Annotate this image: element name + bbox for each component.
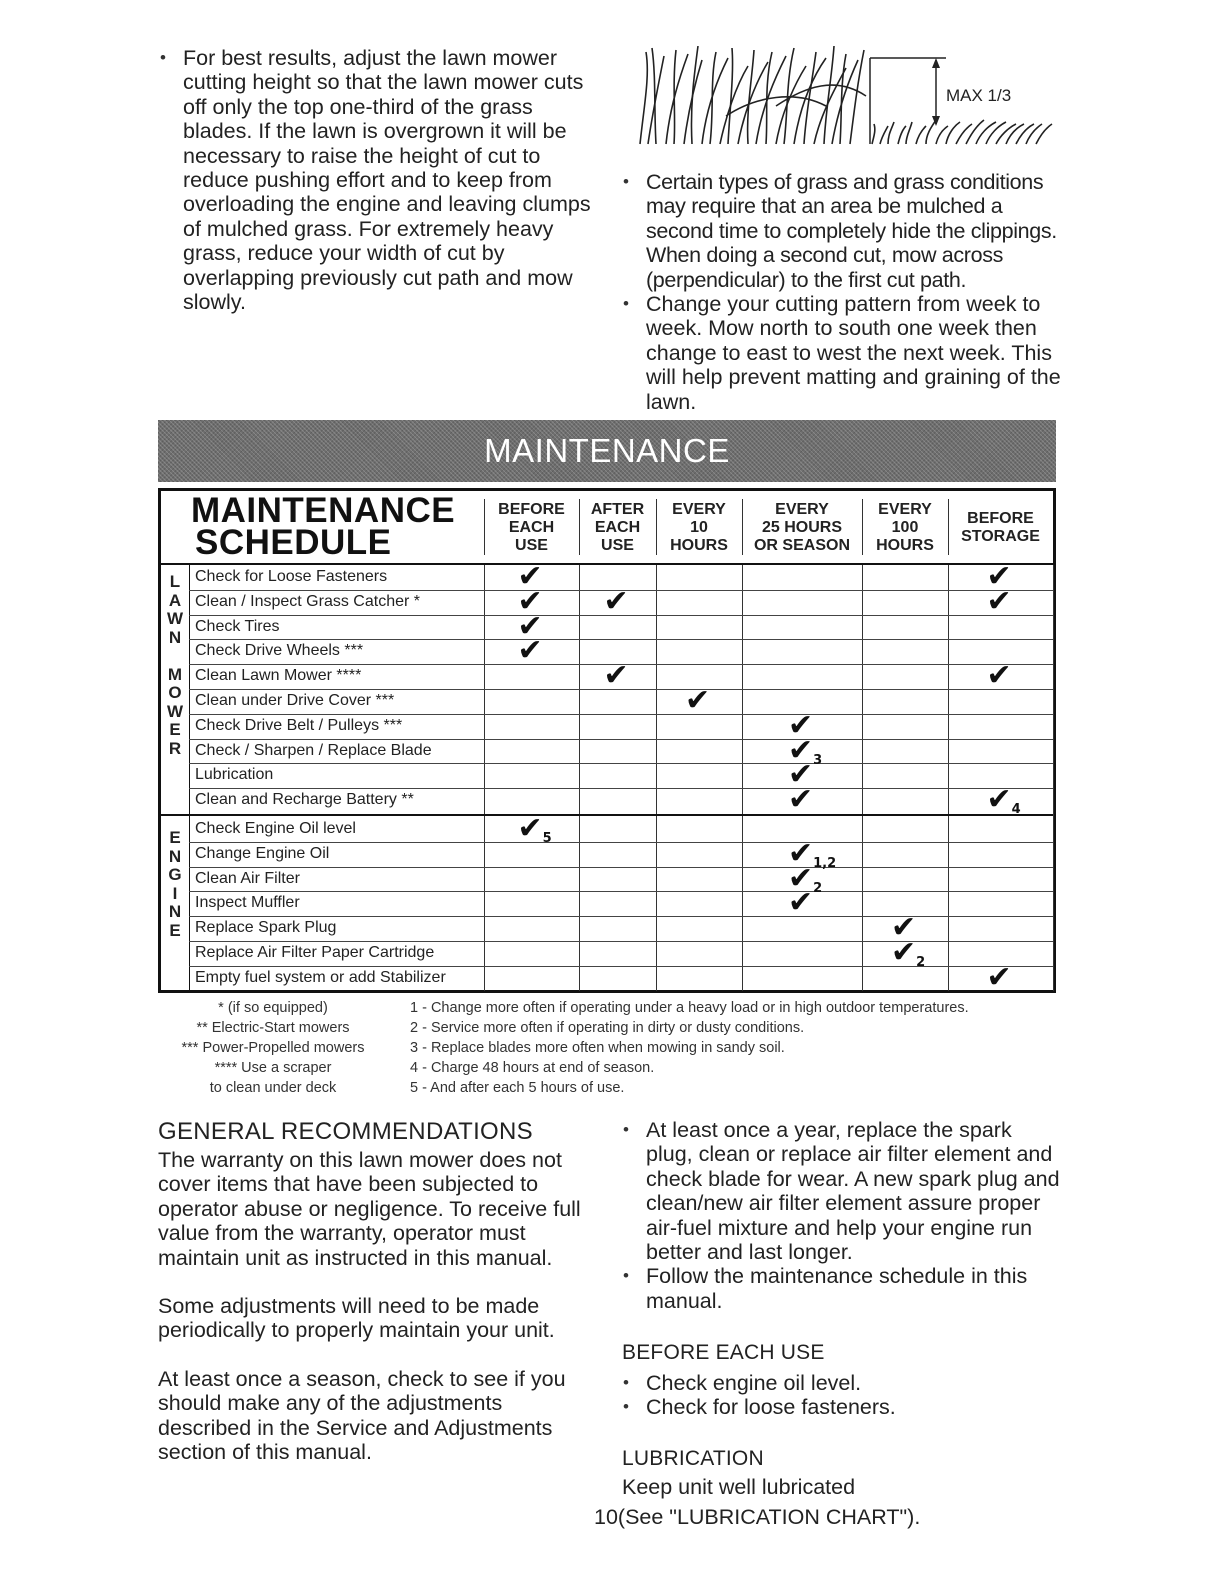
check-icon: ✔ [517,633,543,669]
check-icon: ✔ [603,583,629,619]
check-mark [986,959,1012,995]
row-label: Inspect Muffler [195,894,300,912]
footnote-numbered-row [410,998,1060,1018]
footnote-symbol-row [158,1078,388,1098]
footnote-mark: ** [196,1020,208,1036]
row-label: Clean / Inspect Grass Catcher * [195,592,420,610]
row-label: Replace Air Filter Paper Cartridge [195,944,435,961]
check-note-number: 3 [813,752,823,768]
header-divider [742,499,743,555]
footnote-symbol-row [158,998,388,1018]
category-letter: O [168,683,182,702]
footnote-text: Power-Propelled mowers [198,1040,365,1056]
column-divider [579,565,580,991]
schedule-title-line1: MAINTENANCE [191,491,456,530]
row-label: Clean Lawn Mower **** [195,667,362,685]
footnote-mark: *** [181,1040,199,1056]
column-header [862,499,948,557]
category-letter: A [168,590,182,610]
category-letter: G [168,865,182,884]
lubrication-line2: (See "LUBRICATION CHART"). [617,1505,921,1529]
section-category-letters [165,573,185,758]
column-header-label: BEFORE EACH USE [498,501,565,554]
column-divider [862,565,863,991]
category-letter: W [166,701,184,721]
check-icon: ✔ [788,732,814,768]
schedule-title [191,491,481,562]
check-mark [603,583,629,619]
maintenance-schedule-table [158,488,1056,993]
column-header-label: AFTER EACH USE [590,501,645,554]
general-paragraph: The warranty on this lawn mower does not cover items that have been subjected to operator abuse or negligence. To receive full value from the warranty, operator must maintain unit as instructed in this manual. [158,1148,581,1270]
lubrication-title: LUBRICATION [622,1447,764,1470]
footnotes-numbered [410,998,1060,1098]
footnote-text: - Charge 48 hours at end of season. [418,1060,655,1076]
check-icon: ✔ [517,559,543,594]
header-divider [656,499,657,555]
general-right-list [621,1118,1061,1313]
column-header-label: EVERY 10 HOURS [670,501,728,554]
section-separator [161,814,1053,816]
row-label: Check Drive Wheels *** [195,642,364,660]
max-height-label: MAX 1/3 [946,86,1012,105]
footnote-mark: **** [214,1060,238,1076]
column-divider [742,565,743,991]
banner-title: MAINTENANCE [484,432,730,469]
check-icon: ✔ [517,608,543,644]
general-paragraph: At least once a season, check to see if you should make any of the adjustments described in the Service and Adjustments section of this manual. [158,1366,566,1465]
check-icon: ✔ [517,583,543,619]
row-label: Check Engine Oil level [195,820,356,837]
row-label: Check Drive Belt / Pulleys *** [195,716,403,734]
check-mark [685,683,711,718]
check-icon: ✔ [788,707,814,743]
row-separator [189,763,1053,764]
footnote-text: to clean under deck [209,1080,337,1096]
row-label: Replace Spark Plug [195,919,337,937]
intro-left-list [158,46,598,314]
check-mark [517,811,552,847]
column-header [742,499,862,557]
row-label: Empty fuel system or add Stabilizer [195,968,446,986]
column-header [656,499,742,557]
check-icon: ✔ [788,782,814,818]
category-letter: I [172,883,178,903]
footnotes-symbols [158,998,388,1098]
check-icon: ✔ [986,658,1012,694]
footnote-numbered-row [410,1078,1060,1098]
header-divider [484,499,485,555]
check-icon: ✔ [986,959,1012,995]
section-category-letters [165,829,185,940]
footnote-number: 5 [410,1080,419,1096]
intro-right-bullet: • Change your cutting pattern from week to week. Mow north to south one week then change to east to west the next week. This will help prevent matting and graining of the lawn. [621,292,1061,414]
before-each-use-bullet: • Check for loose fasteners. [621,1395,1061,1419]
row-label: Check / Sharpen / Replace Blade [195,741,432,759]
footnote-text: Electric-Start mowers [207,1020,350,1036]
general-right-bullet: • At least once a year, replace the spark plug, clean or replace air filter element and check blade for wear. A new spark plug and clean/new air filter element assure proper air-fuel mixture and help your engine run better and last longer. [621,1118,1061,1264]
check-mark [891,935,926,971]
footnote-text: - Service more often if operating in dirty or dusty conditions. [418,1020,805,1036]
row-label: Check for Loose Fasteners [195,568,388,585]
footnote-text: - Replace blades more often when mowing in sandy soil. [418,1040,785,1056]
check-icon: ✔ [891,910,917,946]
check-icon: ✔ [986,782,1012,818]
category-letter: N [168,627,182,647]
before-each-use-list [621,1371,1061,1420]
footnote-number: 1 [410,1000,419,1016]
column-header-label: EVERY 100 HOURS [876,501,934,554]
footnote-text: - And after each 5 hours of use. [418,1080,625,1096]
category-letter: R [168,738,182,758]
category-letter: M [167,664,183,684]
column-header [484,499,579,557]
check-icon: ✔ [685,683,711,718]
check-icon: ✔ [788,757,814,793]
check-icon: ✔ [891,935,917,970]
column-header [948,499,1053,557]
footnote-symbol-row [158,1018,388,1038]
row-label: Clean and Recharge Battery ** [195,791,414,809]
footnote-symbol-row [158,1058,388,1078]
column-divider [948,565,949,991]
header-divider [862,499,863,555]
lubrication-line1: Keep unit well lubricated [622,1475,856,1499]
check-mark [603,658,629,694]
schedule-title-line2: SCHEDULE [195,523,392,562]
header-divider [579,499,580,555]
page-number-value: 10 [594,1505,618,1529]
general-paragraph: Some adjustments will need to be made periodically to properly maintain your unit. [158,1294,555,1343]
before-each-use-bullet: • Check engine oil level. [621,1371,1061,1395]
category-letter: N [168,902,182,921]
footnote-number: 2 [410,1020,419,1036]
footnote-numbered-row [410,1018,1060,1038]
check-mark [788,885,814,921]
footnote-number: 4 [410,1060,419,1076]
row-label: Clean under Drive Cover *** [195,692,395,709]
check-note-number: 1,2 [813,855,837,871]
intro-right-bullet: • Certain types of grass and grass conditions may require that an area be mulched a second time to completely hide the clippings. When doing a second cut, mow across (perpendicular) to the first cut path. [621,170,1061,292]
check-icon: ✔ [517,811,543,846]
column-divider [656,565,657,991]
check-icon: ✔ [788,860,814,896]
general-right-bullet: • Follow the maintenance schedule in this manual. [621,1264,1061,1313]
row-separator [189,867,1053,868]
check-icon: ✔ [788,835,814,871]
general-recommendations-title: GENERAL RECOMMENDATIONS [158,1118,533,1145]
check-note-number: 5 [542,831,552,846]
footnote-symbol-row [158,1038,388,1058]
row-label: Clean Air Filter [195,869,300,887]
intro-left-bullet: • For best results, adjust the lawn mower cutting height so that the lawn mower cuts off only the top one-third of the grass blades. If the lawn is overgrown it will be necessary to raise the height of cut to reduce pushing effort and to keep from overloading the engine and leaving clumps of mulched grass. For extremely heavy grass, reduce your width of cut by overlapping previously cut path and mow slowly. [158,46,598,314]
footnote-numbered-row [410,1058,1060,1078]
check-mark [788,782,814,818]
column-divider [484,565,485,991]
category-letter: E [169,920,181,940]
check-icon: ✔ [986,583,1012,619]
before-each-use-title: BEFORE EACH USE [622,1341,825,1364]
check-mark [986,658,1012,694]
label-divider [189,565,190,991]
page-number [594,1505,920,1529]
footnote-number: 3 [410,1040,419,1056]
footnote-mark: * [218,1000,224,1016]
category-letter [165,647,185,666]
check-note-number: 2 [916,955,926,970]
check-mark [986,583,1012,619]
check-icon: ✔ [788,885,814,921]
column-header-label: EVERY 25 HOURS OR SEASON [753,501,850,554]
general-paragraphs [158,1148,598,1464]
column-header [579,499,656,557]
column-divider [1053,565,1054,991]
check-note-number: 2 [813,880,823,896]
check-mark [517,633,543,669]
category-letter: L [169,572,181,591]
check-note-number: 4 [1011,802,1021,818]
footnote-text: Use a scraper [237,1060,332,1076]
category-letter: E [169,828,181,847]
table-bottom-line [161,991,1053,993]
header-divider [948,499,949,555]
row-label: Change Engine Oil [195,844,330,862]
row-separator [189,891,1053,892]
check-icon: ✔ [986,559,1012,594]
row-label: Lubrication [195,766,274,784]
check-mark [986,782,1021,818]
intro-right-list [621,170,1061,414]
category-letter: E [169,720,181,739]
footnote-text: (if so equipped) [223,1000,328,1016]
column-header-label: BEFORE STORAGE [961,510,1040,545]
footnote-text: - Change more often if operating under a heavy load or in high outdoor temperatures. [418,1000,969,1016]
category-letter: N [168,846,182,866]
maintenance-banner [158,420,1056,482]
row-label: Check Tires [195,617,280,635]
footnote-numbered-row [410,1038,1060,1058]
check-icon: ✔ [603,658,629,694]
category-letter: W [166,609,184,628]
